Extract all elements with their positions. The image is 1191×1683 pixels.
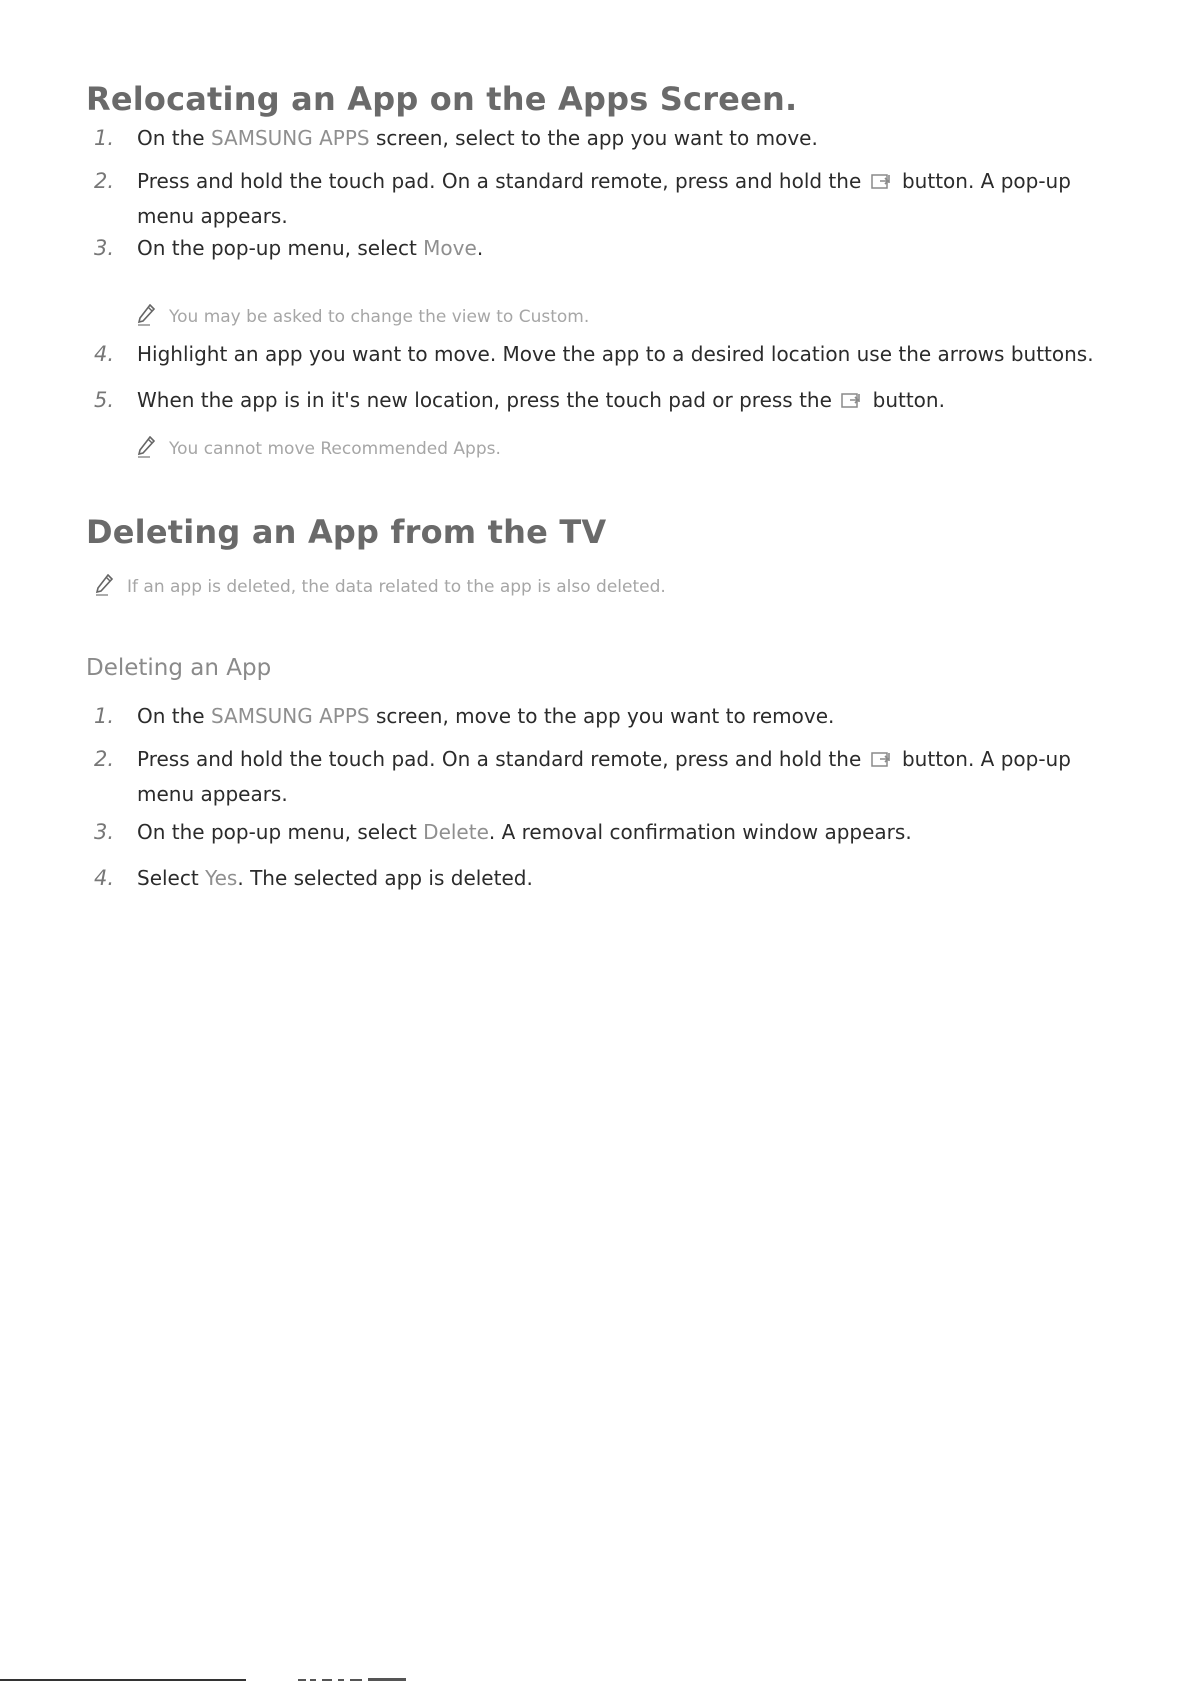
subsection-title: Deleting an App	[86, 655, 272, 681]
list-item	[86, 232, 1106, 264]
step-text: On the pop-up menu, select Delete. A removal confirmation window appears.	[137, 820, 912, 844]
step-number: 2.	[94, 169, 115, 193]
note: If an app is deleted, the data related to the app is also deleted.	[95, 574, 666, 603]
step-text: Select Yes. The selected app is deleted.	[137, 866, 533, 890]
step-text: On the SAMSUNG APPS screen, select to the app you want to move.	[137, 126, 818, 150]
step-number: 4.	[94, 866, 115, 890]
step-text: On the SAMSUNG APPS screen, move to the app you want to remove.	[137, 704, 835, 728]
note: You cannot move Recommended Apps.	[137, 436, 501, 465]
footer-marks	[298, 1678, 408, 1683]
pencil-icon	[95, 574, 113, 603]
note: You may be asked to change the view to Custom.	[137, 304, 589, 333]
list-item	[86, 384, 1106, 419]
list-item	[86, 700, 1106, 732]
section-title-deleting: Deleting an App from the TV	[86, 513, 607, 551]
list-item	[86, 862, 1106, 894]
tools-button-icon	[871, 746, 893, 778]
tools-button-icon	[871, 168, 893, 200]
ui-term: Move	[423, 236, 477, 260]
section-title-relocating: Relocating an App on the Apps Screen.	[86, 80, 798, 118]
step-number: 5.	[94, 388, 115, 412]
step-number: 4.	[94, 342, 115, 366]
step-number: 1.	[94, 126, 115, 150]
list-item	[86, 122, 1106, 154]
list-item	[86, 816, 1106, 848]
list-item	[86, 743, 1106, 810]
ui-term: SAMSUNG APPS	[210, 704, 370, 728]
step-number: 3.	[94, 236, 115, 260]
pencil-icon	[137, 304, 155, 333]
step-text: When the app is in it's new location, press the touch pad or press the button.	[137, 384, 1106, 419]
footer-rule	[0, 1679, 246, 1681]
ui-term: Yes	[205, 866, 238, 890]
list-item	[86, 338, 1106, 370]
step-text: On the pop-up menu, select Move.	[137, 236, 484, 260]
step-text: Highlight an app you want to move. Move the app to a desired location use the arrows buttons.	[137, 342, 1094, 366]
step-number: 2.	[94, 747, 115, 771]
step-text: Press and hold the touch pad. On a standard remote, press and hold the button. A pop-up menu appears.	[137, 169, 1071, 228]
ui-term: SAMSUNG APPS	[210, 126, 370, 150]
step-number: 3.	[94, 820, 115, 844]
pencil-icon	[137, 436, 155, 465]
list-item	[86, 165, 1106, 232]
ui-term: Delete	[423, 820, 489, 844]
step-text: Press and hold the touch pad. On a standard remote, press and hold the button. A pop-up menu appears.	[137, 747, 1071, 806]
step-number: 1.	[94, 704, 115, 728]
tools-button-icon	[841, 387, 863, 419]
